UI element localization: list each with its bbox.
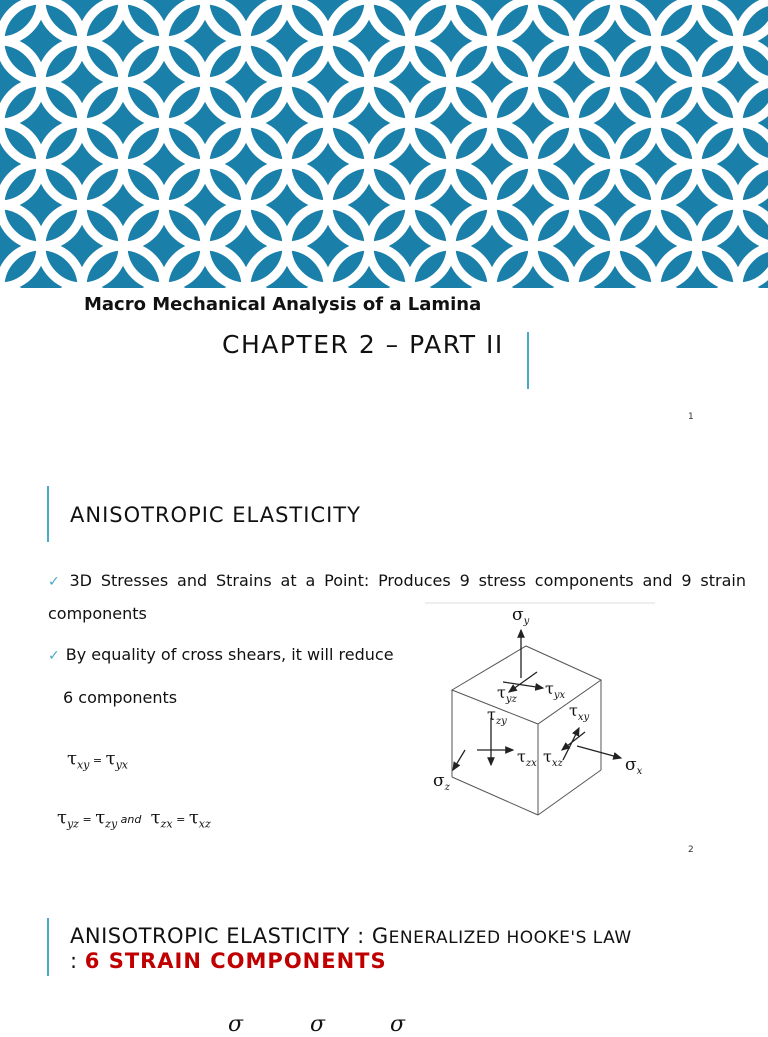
- shear-equality-2: $\tau_{yz} = \tau_{zy}$ and $\tau_{zx} = \tau_{xz}$: [57, 807, 211, 831]
- equation-fragment: σ: [228, 1012, 244, 1037]
- page-number: 1: [688, 412, 694, 422]
- bullet-continuation: 6 components: [63, 688, 178, 707]
- bullet-text: By equality of cross shears, it will reduce: [65, 645, 394, 664]
- diagram-label-tau-zy: $\tau_{zy}$: [487, 705, 507, 727]
- bullet-text: 3D Stresses and Strains at a Point: Produces 9 stress components and 9 strain components: [48, 571, 747, 623]
- stress-cube-diagram: [425, 600, 655, 820]
- diagram-label-sigma-x: $\sigma_x$: [625, 755, 643, 777]
- presentation-subtitle: Macro Mechanical Analysis of a Lamina: [84, 294, 482, 315]
- accent-divider: [47, 918, 49, 976]
- slide-title: ANISOTROPIC ELASTICITY: [70, 503, 361, 527]
- shear-equality-1: $\tau_{xy} = \tau_{yx}$: [67, 748, 128, 772]
- diagram-label-tau-xy: $\tau_{xy}$: [569, 701, 590, 723]
- diagram-label-tau-yz: $\tau_{yz}$: [497, 683, 517, 705]
- diagram-label-sigma-y: $\sigma_y$: [512, 605, 530, 627]
- chapter-title: CHAPTER 2 – PART II: [222, 330, 504, 359]
- equation-fragment: σ: [310, 1012, 326, 1037]
- page-number: 2: [688, 845, 694, 855]
- accent-divider: [527, 332, 529, 389]
- circle-lattice-pattern: [0, 0, 768, 288]
- diagram-label-tau-xz: $\tau_{xz}$: [543, 747, 563, 769]
- diagram-label-tau-zx: $\tau_{zx}$: [517, 747, 537, 769]
- patterned-banner: [0, 0, 768, 288]
- checkmark-icon: ✓: [48, 574, 64, 590]
- slide-title: ANISOTROPIC ELASTICITY : GENERALIZED HOOKE'S LAW : 6 STRAIN COMPONENTS: [70, 924, 632, 973]
- equation-fragment: σ: [390, 1012, 406, 1037]
- diagram-label-sigma-z: $\sigma_z$: [433, 771, 450, 793]
- diagram-label-tau-yx: $\tau_{yx}$: [545, 679, 566, 701]
- checkmark-icon: ✓: [48, 648, 60, 664]
- accent-divider: [47, 486, 49, 542]
- bullet-item: [48, 639, 394, 672]
